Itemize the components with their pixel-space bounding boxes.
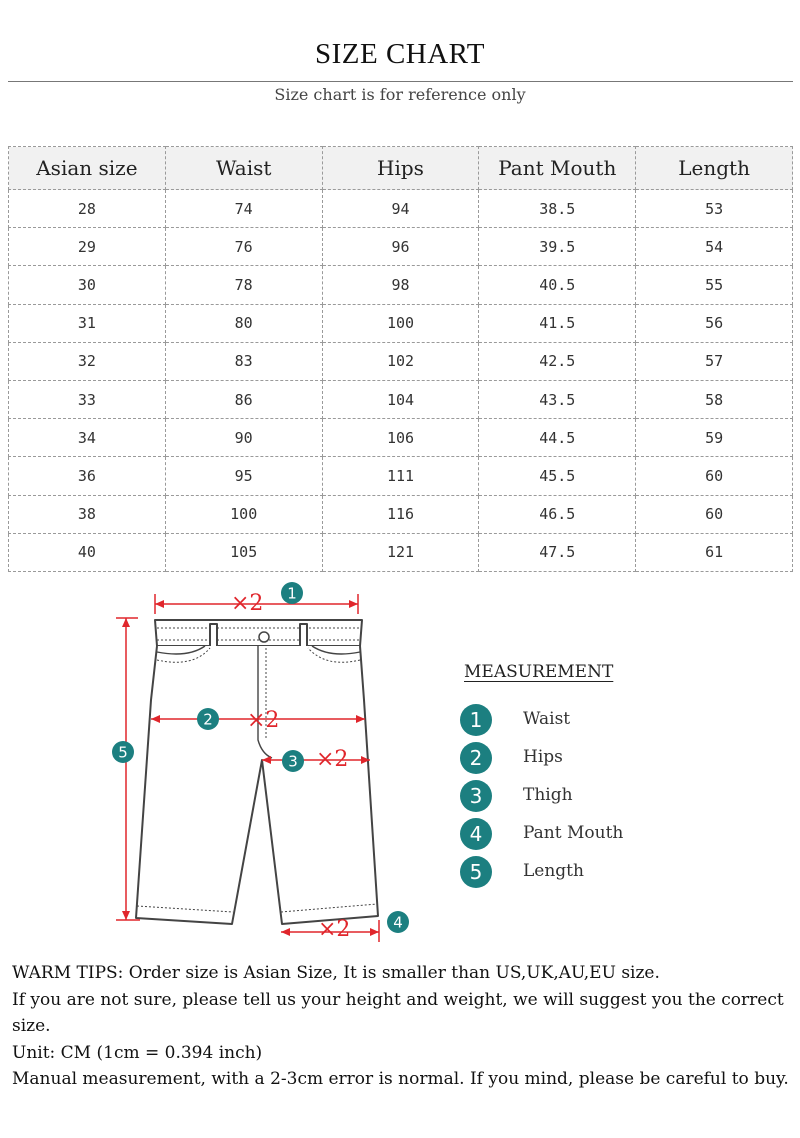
diagram-marker-3: [282, 750, 304, 772]
table-cell: 36: [9, 457, 166, 495]
table-cell: 56: [636, 304, 793, 342]
table-row: [9, 533, 793, 571]
table-row: [9, 304, 793, 342]
table-cell: 40: [9, 533, 166, 571]
svg-text:1: 1: [287, 584, 297, 603]
table-cell: 61: [636, 533, 793, 571]
hips-multiplier-label: ×2: [247, 708, 280, 733]
table-cell: 106: [322, 419, 479, 457]
waist-multiplier-label: ×2: [231, 591, 264, 616]
table-cell: 96: [322, 228, 479, 266]
table-cell: 34: [9, 419, 166, 457]
tip-line: Manual measurement, with a 2-3cm error is normal. If you mind, please be careful to buy.: [12, 1069, 789, 1089]
table-cell: 53: [636, 190, 793, 228]
title-divider: [8, 81, 793, 82]
legend-label: Hips: [523, 747, 563, 767]
warm-tips: [12, 960, 792, 1093]
pant-mouth-multiplier-label: ×2: [318, 917, 351, 942]
shorts-diagram: [90, 578, 430, 948]
table-cell: 41.5: [479, 304, 636, 342]
table-cell: 57: [636, 342, 793, 380]
legend-label: Thigh: [523, 785, 573, 805]
table-cell: 28: [9, 190, 166, 228]
page-title: SIZE CHART: [314, 38, 485, 70]
table-cell: 100: [322, 304, 479, 342]
table-cell: 58: [636, 380, 793, 418]
table-cell: 60: [636, 495, 793, 533]
table-cell: 46.5: [479, 495, 636, 533]
table-row: [9, 457, 793, 495]
table-cell: 39.5: [479, 228, 636, 266]
table-cell: 83: [165, 342, 322, 380]
column-header-length: Length: [636, 147, 793, 190]
table-cell: 59: [636, 419, 793, 457]
table-row: [9, 266, 793, 304]
table-cell: 111: [322, 457, 479, 495]
table-row: [9, 342, 793, 380]
column-header-waist: Waist: [165, 147, 322, 190]
legend-number-badge: 3: [460, 780, 492, 812]
table-cell: 30: [9, 266, 166, 304]
column-header-pant-mouth: Pant Mouth: [479, 147, 636, 190]
table-cell: 104: [322, 380, 479, 418]
column-header-hips: Hips: [322, 147, 479, 190]
legend-number-badge: 4: [460, 818, 492, 850]
svg-text:2: 2: [203, 710, 213, 729]
table-cell: 90: [165, 419, 322, 457]
legend-item-waist: [460, 704, 660, 740]
table-cell: 38: [9, 495, 166, 533]
table-cell: 40.5: [479, 266, 636, 304]
table-cell: 54: [636, 228, 793, 266]
table-row: [9, 190, 793, 228]
table-cell: 29: [9, 228, 166, 266]
legend-item-hips: [460, 742, 660, 778]
legend-label: Pant Mouth: [523, 823, 624, 843]
table-cell: 47.5: [479, 533, 636, 571]
table-cell: 31: [9, 304, 166, 342]
table-row: [9, 380, 793, 418]
table-cell: 43.5: [479, 380, 636, 418]
table-row: [9, 419, 793, 457]
table-cell: 102: [322, 342, 479, 380]
tip-line: Unit: CM (1cm = 0.394 inch): [12, 1042, 263, 1063]
size-table: [8, 146, 793, 572]
table-cell: 32: [9, 342, 166, 380]
table-header-row: [9, 147, 793, 190]
measurement-title: MEASUREMENT: [464, 662, 614, 682]
page-subtitle: Size chart is for reference only: [274, 85, 526, 104]
legend-item-pant-mouth: [460, 818, 660, 854]
table-cell: 100: [165, 495, 322, 533]
table-cell: 98: [322, 266, 479, 304]
table-cell: 45.5: [479, 457, 636, 495]
legend-item-thigh: [460, 780, 660, 816]
table-cell: 80: [165, 304, 322, 342]
table-cell: 105: [165, 533, 322, 571]
diagram-marker-5: [112, 741, 134, 763]
table-cell: 42.5: [479, 342, 636, 380]
table-cell: 74: [165, 190, 322, 228]
legend-label: Waist: [523, 709, 571, 729]
shorts-garment: [136, 620, 378, 924]
table-cell: 121: [322, 533, 479, 571]
table-cell: 60: [636, 457, 793, 495]
table-cell: 76: [165, 228, 322, 266]
legend-item-length: [460, 856, 660, 892]
legend-label: Length: [523, 861, 584, 881]
tip-line: If you are not sure, please tell us your height and weight, we will suggest you the correct size.: [12, 989, 784, 1036]
table-cell: 55: [636, 266, 793, 304]
svg-text:4: 4: [393, 913, 403, 932]
legend-number-badge: 2: [460, 742, 492, 774]
table-cell: 94: [322, 190, 479, 228]
table-cell: 116: [322, 495, 479, 533]
table-cell: 33: [9, 380, 166, 418]
tip-line: WARM TIPS: Order size is Asian Size, It is smaller than US,UK,AU,EU size.: [12, 963, 660, 983]
table-cell: 95: [165, 457, 322, 495]
diagram-marker-1: [281, 582, 303, 604]
table-cell: 86: [165, 380, 322, 418]
table-row: [9, 228, 793, 266]
table-row: [9, 495, 793, 533]
thigh-multiplier-label: ×2: [316, 747, 349, 772]
svg-text:5: 5: [118, 743, 128, 762]
column-header-asian-size: Asian size: [9, 147, 166, 190]
table-cell: 44.5: [479, 419, 636, 457]
diagram-marker-2: [197, 708, 219, 730]
table-cell: 38.5: [479, 190, 636, 228]
legend-number-badge: 5: [460, 856, 492, 888]
table-cell: 78: [165, 266, 322, 304]
svg-text:3: 3: [288, 752, 298, 771]
legend-number-badge: 1: [460, 704, 492, 736]
diagram-marker-4: [387, 911, 409, 933]
